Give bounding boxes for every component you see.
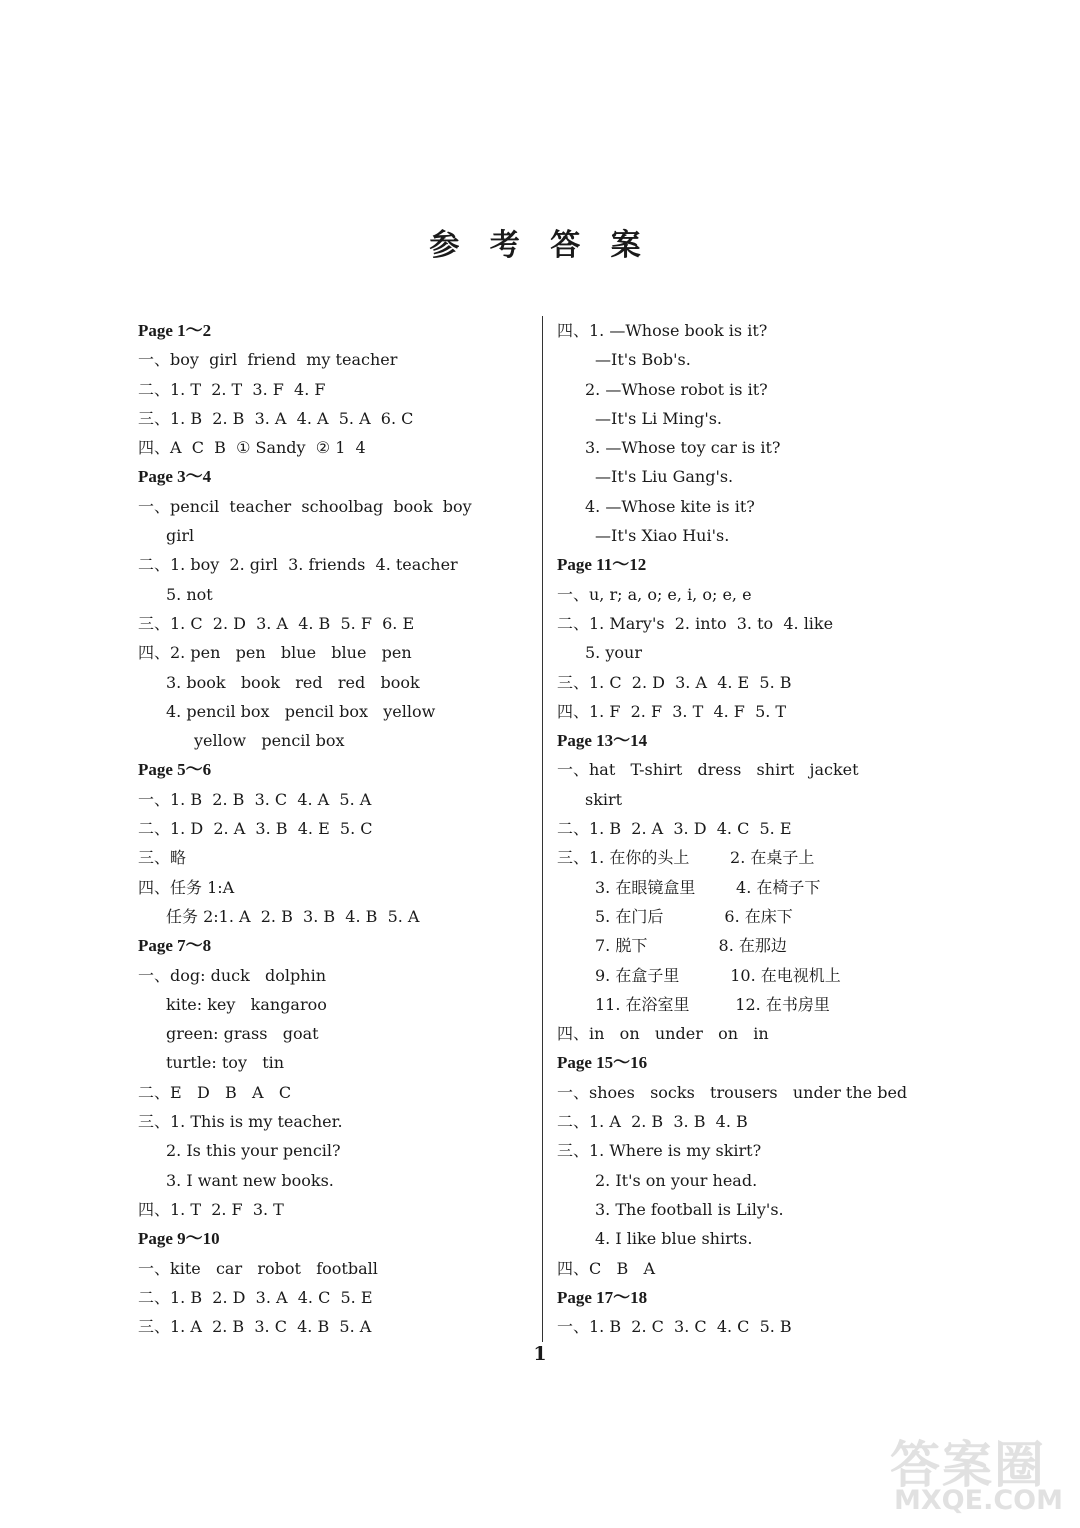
- answer-line: 3. book book red red book: [166, 672, 420, 692]
- answer-line: 一、1. B 2. B 3. C 4. A 5. A: [138, 789, 372, 809]
- page-title: 参 考 答 案: [429, 228, 651, 263]
- answer-line: 一、hat T-shirt dress shirt jacket: [557, 760, 859, 780]
- answer-line: 四、1. F 2. F 3. T 4. F 5. T: [557, 701, 787, 721]
- answer-line: 4. I like blue shirts.: [595, 1229, 753, 1249]
- answer-line: 5. not: [166, 584, 213, 604]
- answer-line: 2. It's on your head.: [595, 1170, 758, 1190]
- answer-line: —It's Xiao Hui's.: [595, 526, 730, 546]
- answer-line: 二、1. A 2. B 3. B 4. B: [557, 1112, 748, 1132]
- answer-line: 三、1. B 2. B 3. A 4. A 5. A 6. C: [138, 408, 414, 428]
- answer-line: 一、pencil teacher schoolbag book boy: [138, 496, 472, 516]
- section-heading: Page 15～16: [557, 1053, 648, 1073]
- answer-line: 三、略: [138, 848, 187, 868]
- answer-line: 2. —Whose robot is it?: [585, 379, 768, 399]
- answer-line: 二、1. boy 2. girl 3. friends 4. teacher: [138, 555, 458, 575]
- answer-line: 二、1. D 2. A 3. B 4. E 5. C: [138, 819, 373, 839]
- answer-line: green: grass goat: [166, 1024, 319, 1044]
- answer-line: girl: [166, 526, 195, 546]
- answer-line: 二、1. T 2. T 3. F 4. F: [138, 379, 326, 399]
- answer-line: 四、2. pen pen blue blue pen: [138, 643, 412, 663]
- answer-column-left: [138, 316, 533, 1341]
- answer-line: 四、C B A: [557, 1258, 656, 1278]
- answer-line: 二、1. B 2. D 3. A 4. C 5. E: [138, 1287, 373, 1307]
- answer-column-right: [557, 316, 937, 1341]
- answer-line: 9. 在盒子里 10. 在电视机上: [595, 965, 841, 985]
- answer-line: 三、1. Where is my skirt?: [557, 1141, 762, 1161]
- answer-line: 11. 在浴室里 12. 在书房里: [595, 994, 830, 1014]
- answer-line: 三、1. 在你的头上 2. 在桌子上: [557, 848, 815, 868]
- answer-line: turtle: toy tin: [166, 1053, 285, 1073]
- section-heading: Page 13～14: [557, 731, 648, 751]
- answer-line: 四、in on under on in: [557, 1024, 769, 1044]
- column-divider: [542, 316, 543, 1342]
- answer-line: 二、E D B A C: [138, 1082, 292, 1102]
- answer-line: 3. 在眼镜盒里 4. 在椅子下: [595, 877, 821, 897]
- section-heading: Page 7～8: [138, 936, 212, 956]
- section-heading: Page 5～6: [138, 760, 212, 780]
- answer-line: —It's Bob's.: [595, 350, 691, 370]
- answer-line: 三、1. A 2. B 3. C 4. B 5. A: [138, 1317, 372, 1337]
- watermark-url: MXQE.COM: [894, 1485, 1063, 1516]
- answer-line: kite: key kangaroo: [166, 994, 327, 1014]
- answer-line: 一、dog: duck dolphin: [138, 965, 327, 985]
- section-heading: Page 3～4: [138, 467, 212, 487]
- answer-line: 一、shoes socks trousers under the bed: [557, 1082, 908, 1102]
- answer-line: 一、kite car robot football: [138, 1258, 378, 1278]
- answer-line: 4. pencil box pencil box yellow: [166, 701, 436, 721]
- answer-line: 7. 脱下 8. 在那边: [595, 936, 787, 956]
- section-heading: Page 17～18: [557, 1287, 648, 1307]
- section-heading: Page 9～10: [138, 1229, 220, 1249]
- answer-line: 二、1. Mary's 2. into 3. to 4. like: [557, 613, 834, 633]
- answer-line: 一、1. B 2. C 3. C 4. C 5. B: [557, 1317, 792, 1337]
- answer-line: 三、1. C 2. D 3. A 4. B 5. F 6. E: [138, 613, 415, 633]
- answer-line: 四、1. T 2. F 3. T: [138, 1199, 284, 1219]
- answer-line: 一、boy girl friend my teacher: [138, 350, 398, 370]
- answer-line: —It's Li Ming's.: [595, 408, 723, 428]
- answer-line: 3. I want new books.: [166, 1170, 334, 1190]
- answer-line: 2. Is this your pencil?: [166, 1141, 341, 1161]
- answer-line: 3. The football is Lily's.: [595, 1199, 784, 1219]
- page-number: 1: [533, 1343, 547, 1365]
- answer-line: 四、1. —Whose book is it?: [557, 321, 768, 340]
- answer-line: 三、1. C 2. D 3. A 4. E 5. B: [557, 672, 792, 692]
- answer-line: 四、任务 1:A: [138, 877, 235, 897]
- watermark-logo: [890, 1425, 1070, 1520]
- answer-line: 三、1. This is my teacher.: [138, 1112, 343, 1132]
- answer-line: 5. 在门后 6. 在床下: [595, 906, 793, 926]
- watermark-chars: 答案圈: [890, 1436, 1046, 1494]
- answer-line: 二、1. B 2. A 3. D 4. C 5. E: [557, 819, 792, 839]
- answer-line: 5. your: [585, 643, 642, 663]
- answer-line: —It's Liu Gang's.: [595, 467, 734, 487]
- answer-line: 四、A C B ① Sandy ② 1 4: [138, 438, 366, 458]
- answer-line: 一、u, r; a, o; e, i, o; e, e: [557, 584, 752, 604]
- answer-line: skirt: [585, 789, 623, 809]
- section-heading: Page 1～2: [138, 321, 212, 340]
- answer-line: 3. —Whose toy car is it?: [585, 438, 781, 458]
- answer-line: 任务 2:1. A 2. B 3. B 4. B 5. A: [166, 906, 420, 926]
- answer-line: yellow pencil box: [194, 731, 345, 751]
- answer-line: 4. —Whose kite is it?: [585, 496, 755, 516]
- section-heading: Page 11～12: [557, 555, 647, 575]
